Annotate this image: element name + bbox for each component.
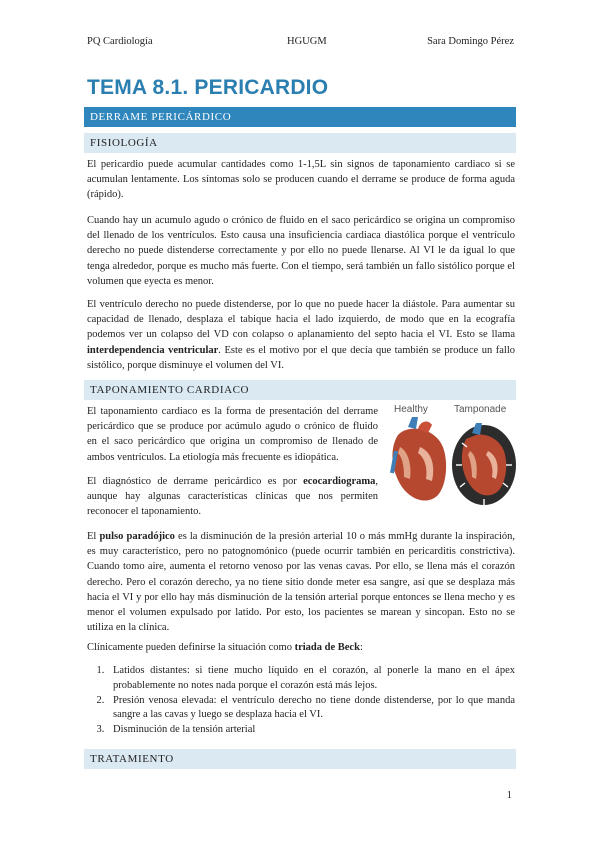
figure-label-tamponade: Tamponade [454, 404, 507, 415]
list-item: 1. Latidos distantes: si tiene mucho líquido en el corazón, al ponerle la mano en el ápex probablemente no notes nada porque el corazón está más lejos. [107, 664, 515, 694]
beck-triad-list [87, 664, 515, 738]
taponamiento-paragraph-1: El taponamiento cardiaco es la forma de presentación del derrame pericárdico que se produce por acúmulo agudo o crónico de fluido en el saco pericárdico que origina un compromiso de llenado de ambos ventrículos. La etiología más frecuente es idiopática. [87, 406, 378, 463]
subsection-tratamiento: TRATAMIENTO [84, 749, 516, 769]
list-item: 3. Disminución de la tensión arterial [107, 723, 515, 738]
heart-illustration [388, 417, 518, 509]
figure-label-healthy: Healthy [394, 404, 428, 415]
subsection-fisiologia: FISIOLOGÍA [84, 133, 516, 153]
taponamiento-paragraph-2: El diagnóstico de derrame pericárdico es por ecocardiograma, aunque hay algunas características clínicas que nos permiten reconocer el taponamiento. [87, 476, 378, 518]
term-interdependencia: interdependencia ventricular [87, 344, 219, 356]
list-item: 2. Presión venosa elevada: el ventrículo derecho no tiene donde distenderse, por lo que manda sangre a las cavas y luego se desplaza hacia el VI. [107, 694, 515, 724]
beck-intro-paragraph: Clínicamente pueden definirse la situación como triada de Beck: [87, 642, 363, 653]
pulso-paradojico-paragraph: El pulso paradójico es la disminución de la presión arterial 10 o más mmHg durante la inspiración, es muy característico, pero no patognomónico (puede ocurrir también en pericarditis constrictiva). Cuando tomo aire, aumenta el retorno venoso por las venas cavas. Por ello, se llena más el corazón derecho. Pero el corazón derecho, ya no tiene sitio donde meter esa sangre, así que se desplaza más hacia el VI y por ello hay más disminución de la tensión arterial porque entonces se llena mecho y es menor el volumen expulsado por latido. Por esto, los pacientes se marean y sincopan. Esto no se utiliza en la clínica. [87, 531, 515, 634]
header-author: Sara Domingo Pérez [427, 36, 514, 47]
header-hospital: HGUGM [287, 36, 327, 47]
page-header [87, 36, 514, 50]
fisiologia-paragraph-2: Cuando hay un acumulo agudo o crónico de fluido en el saco pericárdico se origina un compromiso del llenado de los ventrículos. Esto causa una insuficiencia cardiaca diastólica porque el ventrículo derecho no puede distenderse correctamente y por ello no puede llenarse. Al VI le da igual lo que tenga alrededor, porque es mucho más fuerte. Con el tiempo, será también un fallo sistólico porque el volumen que eyecta es menor. [87, 215, 515, 287]
heart-comparison-figure [388, 404, 518, 509]
term-pulso-paradojico: pulso paradójico [99, 531, 175, 542]
fisiologia-paragraph-3: El ventrículo derecho no puede distenderse, por lo que no puede hacer la diástole. Para aumentar su capacidad de llenado, desplaza el tabique hacia el lado izquierdo, de modo que en la ecografía podemos ver un colapso del VD con colapso o aplanamiento del septo hacia el VI. Esto se llama interdependencia ventricular. Este es el motivo por el que decía que también se produce un fallo sistólico, porque disminuye el volumen del VI. [87, 299, 516, 371]
page-title: TEMA 8.1. PERICARDIO [87, 76, 329, 99]
page-number: 1 [506, 790, 512, 801]
fisiologia-paragraph-1: El pericardio puede acumular cantidades como 1-1,5L sin signos de taponamiento cardiaco si se acumulan lentamente. Los síntomas solo se producen cuando el derrame se produce de forma aguda (rápido). [87, 159, 515, 201]
header-course: PQ Cardiología [87, 36, 153, 47]
section-derrame-pericardico: DERRAME PERICÁRDICO [84, 107, 516, 127]
term-ecocardiograma: ecocardiograma [303, 476, 376, 487]
subsection-taponamiento: TAPONAMIENTO CARDIACO [84, 380, 516, 400]
term-triada-beck: triada de Beck [294, 642, 360, 653]
